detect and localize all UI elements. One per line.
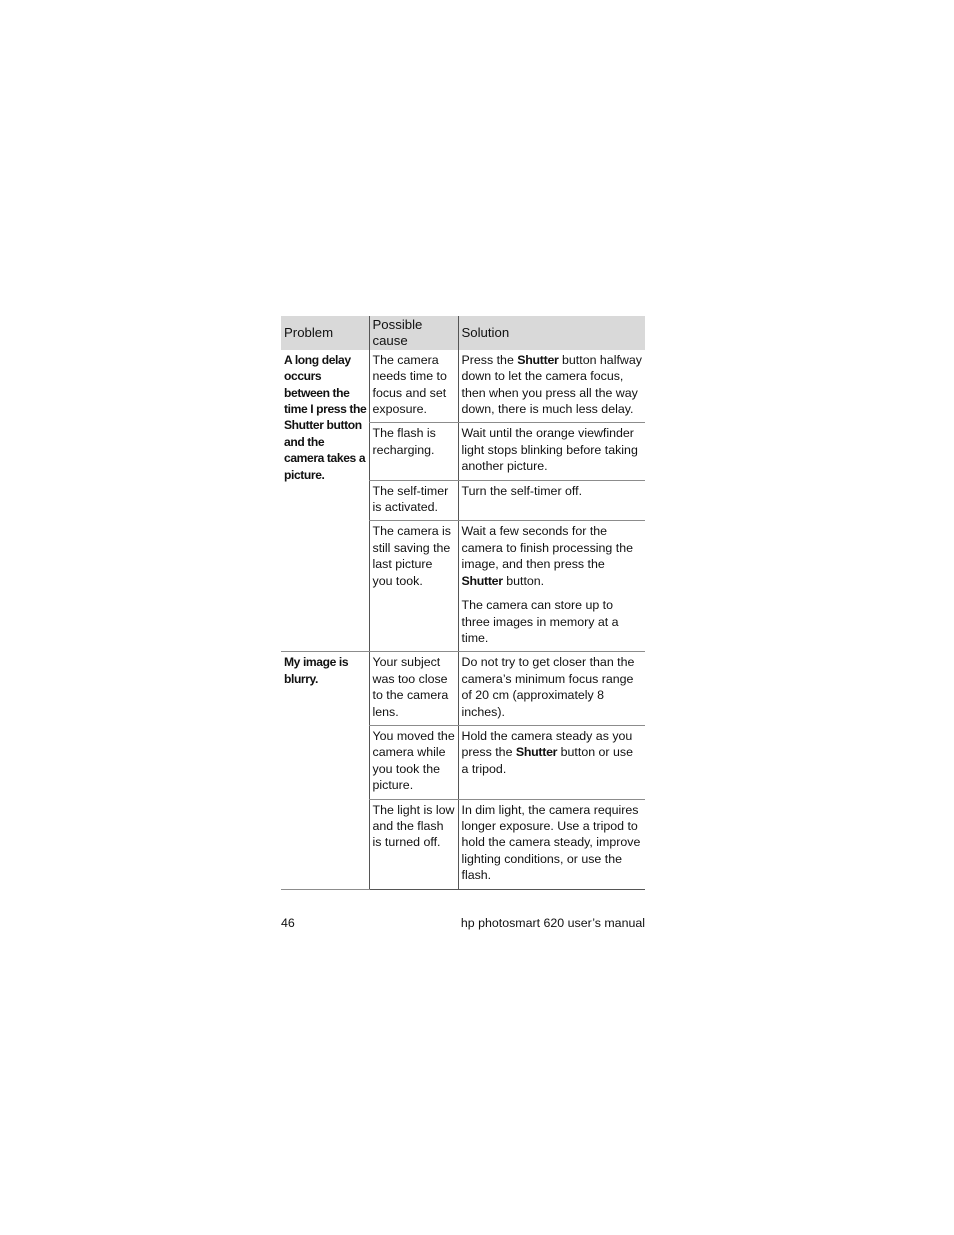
solution-text: In dim light, the camera requires longer exposure. Use a tripod to hold the camera steady, improve lighting conditions, or use the flash. (461, 802, 641, 883)
cause-cell: The camera needs time to focus and set exposure. (369, 350, 458, 423)
solution-cell (458, 799, 645, 889)
manual-title: hp photosmart 620 user’s manual (460, 916, 645, 930)
table-header-row (281, 316, 645, 350)
solution-note: The camera can store up to three images in memory at a time. (461, 598, 619, 645)
shutter-button-term: Shutter (461, 573, 503, 588)
solution-text: Wait until the orange viewfinder light stops blinking before taking another picture. (461, 426, 638, 474)
problem-cell: A long delay occurs between the time I press the Shutter button and the camera takes a picture. (281, 350, 369, 652)
table-row (281, 350, 645, 423)
cause-cell: You moved the camera while you took the picture. (369, 725, 458, 799)
page-footer (281, 916, 645, 930)
cause-cell: The camera is still saving the last picture you took. (369, 521, 458, 652)
solution-text: button halfway down to let the camera focus, then when you press all the way down, there is much less delay. (461, 352, 642, 417)
solution-cell (458, 521, 645, 652)
solution-cell (458, 423, 645, 480)
solution-cell (458, 480, 645, 521)
solution-text: Wait a few seconds for the camera to finish processing the image, and then press the (461, 524, 633, 572)
solution-cell (458, 350, 645, 423)
shutter-button-term: Shutter (515, 745, 558, 760)
solution-text: Press the (461, 352, 518, 367)
troubleshooting-table (281, 316, 645, 890)
cause-cell: The light is low and the flash is turned off. (369, 799, 458, 889)
solution-cell (458, 652, 645, 726)
solution-text: Do not try to get closer than the camera’s minimum focus range of 20 cm (approximately 8 inches). (461, 655, 635, 719)
solution-text: button. (502, 573, 545, 588)
troubleshooting-table-container (281, 316, 645, 890)
header-problem: Problem (281, 316, 369, 350)
cause-cell: The flash is recharging. (369, 423, 458, 480)
header-solution: Solution (458, 316, 645, 350)
header-possible-cause: Possible cause (369, 316, 458, 350)
solution-text: Hold the camera steady as you press the (461, 728, 633, 760)
solution-paragraph (462, 523, 644, 589)
solution-text: button or use a tripod. (461, 745, 633, 776)
solution-cell (458, 725, 645, 799)
solution-text: Turn the self-timer off. (461, 483, 583, 498)
problem-cell: My image is blurry. (281, 652, 369, 889)
page-number: 46 (281, 916, 295, 930)
shutter-button-term: Shutter (517, 352, 559, 367)
cause-cell: Your subject was too close to the camera lens. (369, 652, 458, 726)
cause-cell: The self-timer is activated. (369, 480, 458, 521)
table-row (281, 652, 645, 726)
